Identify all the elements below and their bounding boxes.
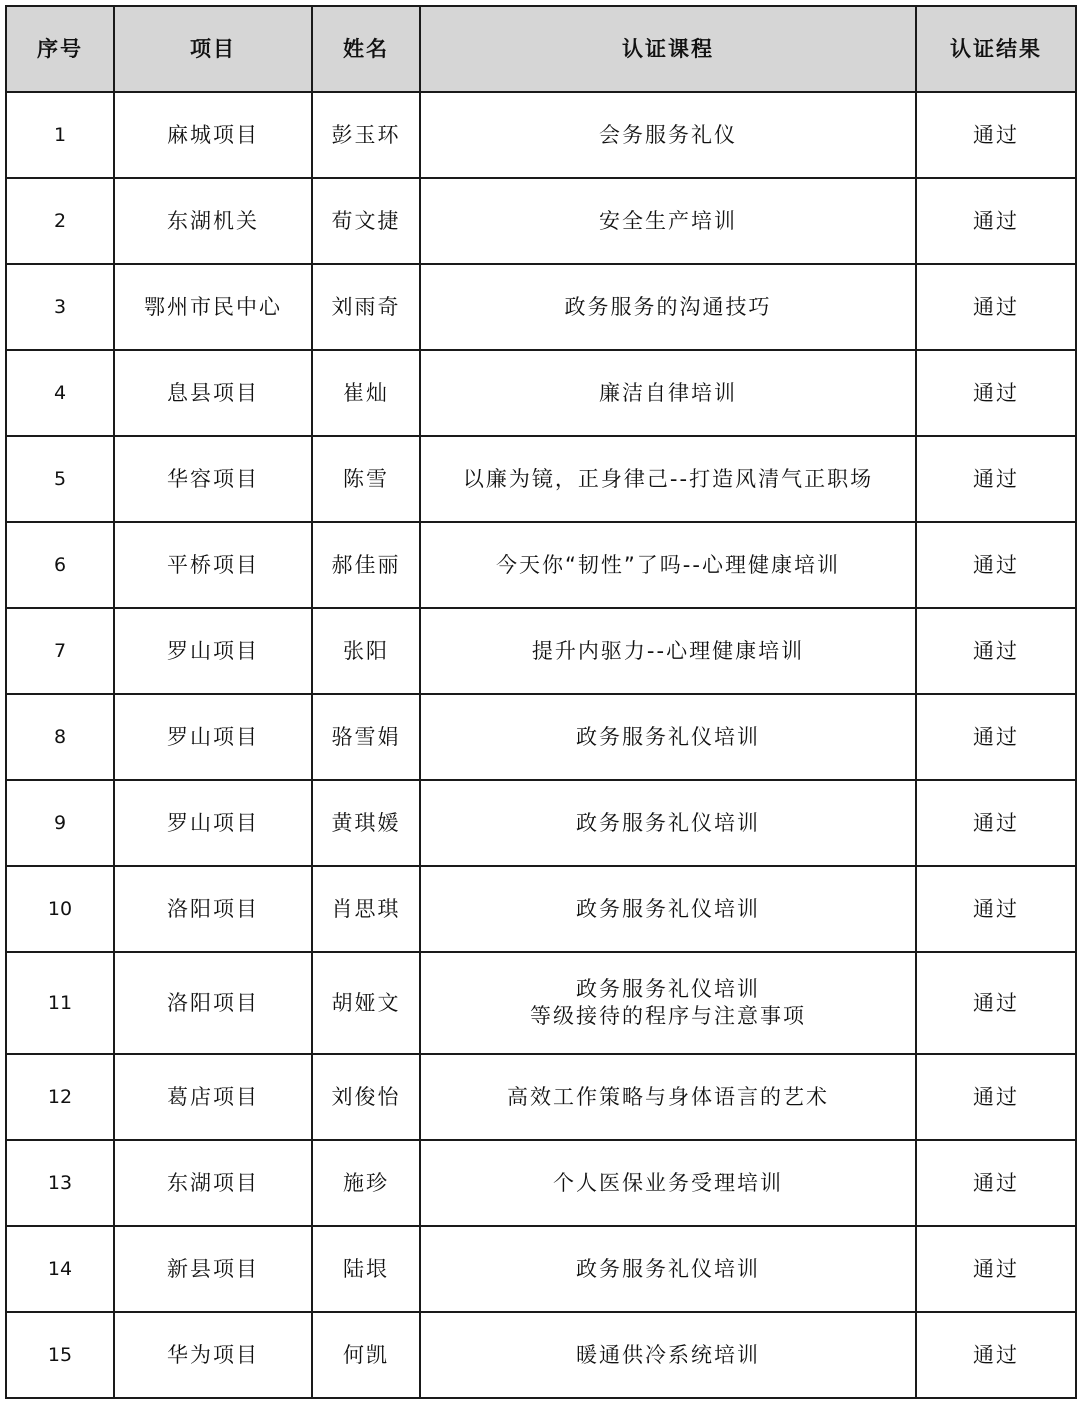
cell-result: 通过 bbox=[916, 694, 1076, 780]
cell-project: 罗山项目 bbox=[114, 780, 312, 866]
cell-course bbox=[420, 866, 916, 952]
cell-name: 胡娅文 bbox=[312, 952, 420, 1054]
cell-course bbox=[420, 178, 916, 264]
course-line: 政务服务礼仪培训 bbox=[576, 896, 760, 921]
cell-index: 12 bbox=[6, 1054, 114, 1140]
course-line: 政务服务礼仪培训 bbox=[576, 977, 760, 1001]
cell-index: 8 bbox=[6, 694, 114, 780]
cell-index: 5 bbox=[6, 436, 114, 522]
cell-name: 刘雨奇 bbox=[312, 264, 420, 350]
course-line: 暖通供冷系统培训 bbox=[576, 1342, 760, 1367]
table-row bbox=[6, 522, 1076, 608]
cell-project: 东湖项目 bbox=[114, 1140, 312, 1226]
cell-index: 11 bbox=[6, 952, 114, 1054]
cell-project: 罗山项目 bbox=[114, 694, 312, 780]
cell-index: 9 bbox=[6, 780, 114, 866]
table-row bbox=[6, 1312, 1076, 1398]
table-row bbox=[6, 1054, 1076, 1140]
cell-index: 13 bbox=[6, 1140, 114, 1226]
course-line: 安全生产培训 bbox=[599, 208, 737, 233]
table-row bbox=[6, 1140, 1076, 1226]
cell-course bbox=[420, 1312, 916, 1398]
cell-name: 张阳 bbox=[312, 608, 420, 694]
header-project: 项目 bbox=[114, 6, 312, 92]
cell-name: 崔灿 bbox=[312, 350, 420, 436]
cell-result: 通过 bbox=[916, 1140, 1076, 1226]
cell-project: 平桥项目 bbox=[114, 522, 312, 608]
cell-course bbox=[420, 92, 916, 178]
cell-course bbox=[420, 952, 916, 1054]
header-index: 序号 bbox=[6, 6, 114, 92]
course-line: 政务服务礼仪培训 bbox=[576, 810, 760, 835]
cell-result: 通过 bbox=[916, 780, 1076, 866]
cell-name: 荀文捷 bbox=[312, 178, 420, 264]
cell-name: 郝佳丽 bbox=[312, 522, 420, 608]
cell-name: 黄琪媛 bbox=[312, 780, 420, 866]
cell-result: 通过 bbox=[916, 350, 1076, 436]
cell-project: 新县项目 bbox=[114, 1226, 312, 1312]
cell-project: 息县项目 bbox=[114, 350, 312, 436]
cell-course bbox=[420, 780, 916, 866]
cell-course bbox=[420, 1140, 916, 1226]
course-line: 个人医保业务受理培训 bbox=[553, 1170, 783, 1195]
course-line: 政务服务礼仪培训 bbox=[576, 724, 760, 749]
cell-index: 15 bbox=[6, 1312, 114, 1398]
cell-result: 通过 bbox=[916, 92, 1076, 178]
cell-project: 罗山项目 bbox=[114, 608, 312, 694]
cell-course bbox=[420, 264, 916, 350]
cell-index: 2 bbox=[6, 178, 114, 264]
table-row bbox=[6, 1226, 1076, 1312]
table-row bbox=[6, 436, 1076, 522]
cell-course bbox=[420, 522, 916, 608]
cell-project: 华为项目 bbox=[114, 1312, 312, 1398]
cell-result: 通过 bbox=[916, 866, 1076, 952]
table-row bbox=[6, 866, 1076, 952]
course-line: 高效工作策略与身体语言的艺术 bbox=[507, 1084, 829, 1109]
cell-course bbox=[420, 1226, 916, 1312]
cell-course bbox=[420, 608, 916, 694]
cell-project: 华容项目 bbox=[114, 436, 312, 522]
table-row bbox=[6, 92, 1076, 178]
header-course: 认证课程 bbox=[420, 6, 916, 92]
cell-course bbox=[420, 694, 916, 780]
cell-name: 陆垠 bbox=[312, 1226, 420, 1312]
course-line: 会务服务礼仪 bbox=[599, 122, 737, 147]
cell-index: 10 bbox=[6, 866, 114, 952]
cell-result: 通过 bbox=[916, 1226, 1076, 1312]
course-line: 提升内驱力--心理健康培训 bbox=[531, 638, 805, 663]
cell-project: 洛阳项目 bbox=[114, 866, 312, 952]
course-line: 政务服务礼仪培训 bbox=[576, 1256, 760, 1281]
cell-result: 通过 bbox=[916, 264, 1076, 350]
header-name: 姓名 bbox=[312, 6, 420, 92]
header-result: 认证结果 bbox=[916, 6, 1076, 92]
cell-name: 骆雪娟 bbox=[312, 694, 420, 780]
cell-project: 东湖机关 bbox=[114, 178, 312, 264]
cell-name: 施珍 bbox=[312, 1140, 420, 1226]
cell-name: 何凯 bbox=[312, 1312, 420, 1398]
table-row bbox=[6, 780, 1076, 866]
cell-name: 肖思琪 bbox=[312, 866, 420, 952]
course-line: 等级接待的程序与注意事项 bbox=[530, 1004, 806, 1028]
cell-project: 葛店项目 bbox=[114, 1054, 312, 1140]
cell-index: 14 bbox=[6, 1226, 114, 1312]
table-row bbox=[6, 264, 1076, 350]
cell-result: 通过 bbox=[916, 608, 1076, 694]
cell-index: 3 bbox=[6, 264, 114, 350]
cell-name: 彭玉环 bbox=[312, 92, 420, 178]
cell-course bbox=[420, 436, 916, 522]
cell-index: 4 bbox=[6, 350, 114, 436]
cell-name: 陈雪 bbox=[312, 436, 420, 522]
table-row bbox=[6, 178, 1076, 264]
cell-result: 通过 bbox=[916, 522, 1076, 608]
course-line: 以廉为镜，正身律己--打造风清气正职场 bbox=[462, 466, 874, 491]
table-row bbox=[6, 952, 1076, 1054]
table-row bbox=[6, 694, 1076, 780]
table-row bbox=[6, 608, 1076, 694]
table-header-row bbox=[6, 6, 1076, 92]
cell-result: 通过 bbox=[916, 952, 1076, 1054]
cell-result: 通过 bbox=[916, 1054, 1076, 1140]
cell-course bbox=[420, 350, 916, 436]
cell-project: 麻城项目 bbox=[114, 92, 312, 178]
cell-result: 通过 bbox=[916, 436, 1076, 522]
certification-table bbox=[5, 5, 1077, 1399]
cell-project: 洛阳项目 bbox=[114, 952, 312, 1054]
cell-index: 7 bbox=[6, 608, 114, 694]
cell-index: 6 bbox=[6, 522, 114, 608]
cell-result: 通过 bbox=[916, 178, 1076, 264]
table-body bbox=[6, 92, 1076, 1398]
table-row bbox=[6, 350, 1076, 436]
course-line: 廉洁自律培训 bbox=[599, 380, 737, 405]
cell-name: 刘俊怡 bbox=[312, 1054, 420, 1140]
cell-project: 鄂州市民中心 bbox=[114, 264, 312, 350]
cell-index: 1 bbox=[6, 92, 114, 178]
course-line: 政务服务的沟通技巧 bbox=[564, 294, 772, 319]
cell-result: 通过 bbox=[916, 1312, 1076, 1398]
course-line: 今天你“韧性”了吗--心理健康培训 bbox=[496, 552, 840, 577]
cell-course bbox=[420, 1054, 916, 1140]
